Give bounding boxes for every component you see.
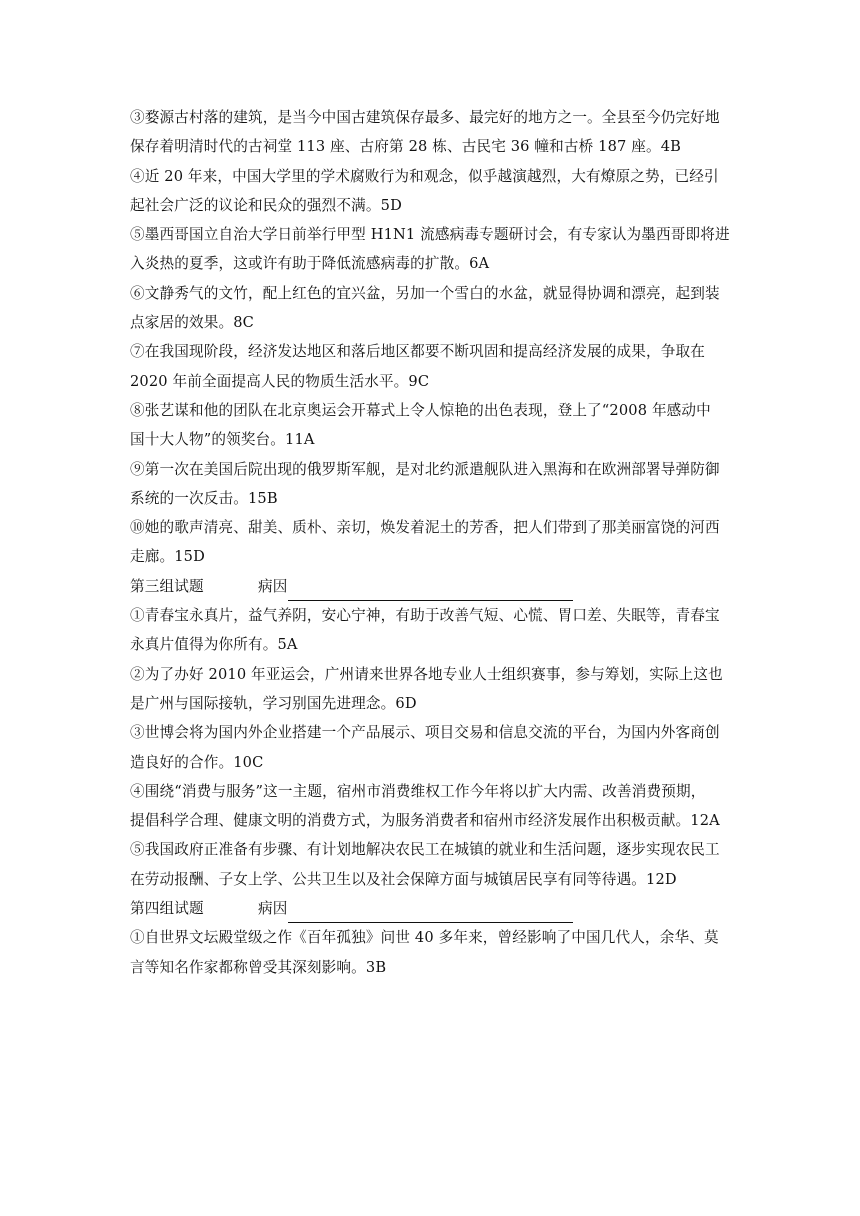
text-line: ⑥文静秀气的文竹，配上红色的宜兴盆，另加一个雪白的水盆，就显得协调和漂亮，起到装: [130, 284, 720, 302]
group3-heading: [130, 572, 730, 601]
text-line: 入炎热的夏季，这或许有助于降低流感病毒的扩散。6A: [130, 255, 490, 273]
group4-cause-blank: [288, 902, 573, 923]
text-line: ④围绕“消费与服务”这一主题，宿州市消费维权工作今年将以扩大内需、改善消费预期，: [130, 782, 706, 800]
text-line: ④近 20 年来，中国大学里的学术腐败行为和观念，似乎越演越烈，大有燎原之势，已经引: [130, 167, 719, 185]
text-line: ⑤墨西哥国立自治大学日前举行甲型 H1N1 流感病毒专题研讨会，有专家认为墨西哥即将进: [130, 226, 730, 244]
text-line: 永真片值得为你所有。5A: [130, 636, 298, 654]
text-line: ⑩她的歌声清亮、甜美、质朴、亲切，焕发着泥土的芳香，把人们带到了那美丽富饶的河西: [130, 519, 720, 537]
group2-continuation: [130, 103, 730, 572]
text-line: 国十大人物”的领奖台。11A: [130, 431, 315, 449]
group3-cause-label: 病因: [258, 577, 288, 595]
group4-section: [130, 894, 730, 982]
text-line: 走廊。15D: [130, 548, 205, 566]
text-line: ②为了办好 2010 年亚运会，广州请来世界各地专业人士组织赛事，参与筹划，实际上这也: [130, 665, 723, 683]
text-line: 言等知名作家都称曾受其深刻影响。3B: [130, 958, 387, 976]
text-line: 提倡科学合理、健康文明的消费方式，为服务消费者和宿州市经济发展作出积极贡献。12A: [130, 812, 720, 830]
text-line: 2020 年前全面提高人民的物质生活水平。9C: [130, 372, 430, 390]
group4-title: 第四组试题: [130, 900, 204, 918]
group4-heading: [130, 894, 730, 923]
text-line: 保存着明清时代的古祠堂 113 座、古府第 28 栋、古民宅 36 幢和古桥 187 座。4B: [130, 138, 682, 156]
group4-cause-label: 病因: [258, 900, 288, 918]
text-line: 点家居的效果。8C: [130, 314, 254, 332]
text-line: ③世博会将为国内外企业搭建一个产品展示、项目交易和信息交流的平台，为国内外客商创: [130, 724, 720, 742]
group3-title: 第三组试题: [130, 577, 204, 595]
text-line: ⑦在我国现阶段，经济发达地区和落后地区都要不断巩固和提高经济发展的成果，争取在: [130, 343, 706, 361]
text-line: ③婺源古村落的建筑，是当今中国古建筑保存最多、最完好的地方之一。全县至今仍完好地: [130, 109, 720, 126]
text-line: 系统的一次反击。15B: [130, 489, 278, 507]
group3-section: [130, 572, 730, 894]
text-line: ⑤我国政府正准备有步骤、有计划地解决农民工在城镇的就业和生活问题，逐步实现农民工: [130, 841, 720, 859]
text-line: ①自世界文坛殿堂级之作《百年孤独》问世 40 多年来，曾经影响了中国几代人，余华、莫: [130, 929, 719, 947]
document-page: [130, 103, 730, 982]
text-line: 在劳动报酬、子女上学、公共卫生以及社会保障方面与城镇居民享有同等待遇。12D: [130, 870, 677, 888]
group3-cause-blank: [288, 580, 573, 601]
text-line: 起社会广泛的议论和民众的强烈不满。5D: [130, 196, 402, 214]
text-line: 是广州与国际接轨，学习别国先进理念。6D: [130, 694, 417, 712]
text-line: ⑧张艺谋和他的团队在北京奥运会开幕式上令人惊艳的出色表现，登上了“2008 年感动中: [130, 401, 711, 419]
text-line: 造良好的合作。10C: [130, 753, 264, 771]
text-line: ①青春宝永真片，益气养阴，安心宁神，有助于改善气短、心慌、胃口差、失眠等，青春宝: [130, 607, 720, 625]
text-line: ⑨第一次在美国后院出现的俄罗斯军舰，是对北约派遣舰队进入黑海和在欧洲部署导弹防御: [130, 460, 720, 478]
